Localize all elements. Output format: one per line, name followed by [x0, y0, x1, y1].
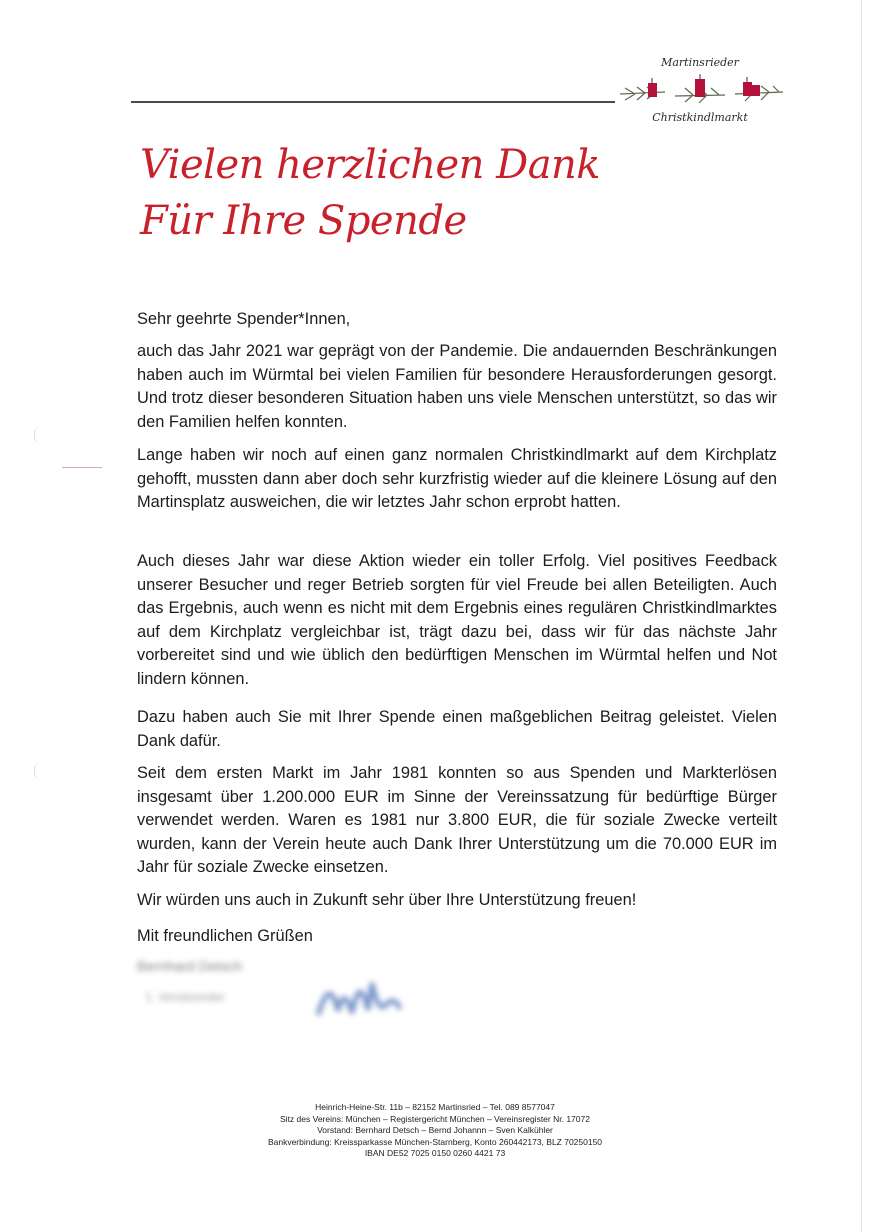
heading-line-1: Vielen herzlichen Dank	[140, 142, 601, 188]
logo-top-text: Martinsrieder	[661, 56, 739, 69]
signature-role-blurred: 1. Vorsitzender	[145, 990, 226, 1004]
punch-hole-mark	[34, 427, 41, 443]
greeting-line: Mit freundlichen Grüßen	[137, 927, 313, 945]
footer-address: Heinrich-Heine-Str. 11b – 82152 Martinsried – Tel. 089 8577047	[315, 1102, 555, 1112]
logo-bottom-text: Christkindlmarkt	[652, 111, 748, 124]
paragraph-4: Dazu haben auch Sie mit Ihrer Spende einen maßgeblichen Beitrag geleistet. Vielen Dank dafür.	[137, 708, 777, 750]
paragraph-2: Lange haben wir noch auf einen ganz normalen Christkindlmarkt auf dem Kirchplatz gehofft, mussten dann aber doch sehr kurzfristig wieder auf die kleinere Lösung auf den Martinsplatz ausweichen, die wir letztes Jahr schon erprobt hatten.	[137, 446, 777, 511]
closing-line: Wir würden uns auch in Zukunft sehr über Ihre Unterstützung freuen!	[137, 891, 637, 909]
footer-bank: Bankverbindung: Kreissparkasse München-Starnberg, Konto 260442173, BLZ 70250150	[267, 1136, 603, 1147]
paragraph-1: auch das Jahr 2021 war geprägt von der Pandemie. Die andauernden Beschränkungen haben auch im Würmtal bei vielen Familien für besondere Herausforderungen gesorgt. Und trotz dieser besonderen Situation haben uns viele Menschen unterstützt, so das wir den Familien helfen konnten.	[137, 342, 777, 431]
footer-board: Vorstand: Bernhard Detsch – Bernd Johannn – Sven Kalkühler	[317, 1125, 553, 1135]
paragraph-3: Auch dieses Jahr war diese Aktion wieder ein toller Erfolg. Viel positives Feedback unserer Besucher und reger Betrieb sorgten für viel Freude bei allen Beteiligten. Auch das Ergebnis, auch wenn es nicht mit dem Ergebnis eines regulären Christkindlmarktes auf dem Kirchplatz vergleichbar ist, trägt dazu bei, dass wir für das nächste Jahr vorbereitet sind und wie üblich den bedürftigen Menschen im Würmtal helfen und Not lindern können.	[137, 552, 777, 688]
footer-registry: Sitz des Vereins: München – Registergericht München – Vereinsregister Nr. 17072	[280, 1113, 590, 1124]
signature-scribble	[310, 965, 410, 1025]
salutation: Sehr geehrte Spender*Innen,	[137, 310, 351, 328]
letter-footer	[200, 1102, 670, 1160]
paragraph-5: Seit dem ersten Markt im Jahr 1981 konnten so aus Spenden und Markterlösen insgesamt über 1.200.000 EUR im Sinne der Vereinssatzung für bedürftige Bürger verwendet werden. Waren es 1981 nur 3.800 EUR, die für soziale Zwecke verteilt wurden, kann der Verein heute auch Dank Ihrer Unterstützung um die 70.000 EUR im Jahr für soziale Zwecke einsetzen.	[137, 764, 777, 876]
page-edge	[861, 0, 862, 1232]
candles-garland-icon	[615, 74, 785, 108]
punch-hole-mark	[34, 763, 41, 779]
footer-iban: IBAN DE52 7025 0150 0260 4421 73	[364, 1148, 506, 1158]
margin-fold-mark	[62, 467, 102, 468]
header-rule	[131, 101, 615, 103]
signature-name-blurred: Bernhard Detsch	[137, 958, 243, 974]
christkindlmarkt-logo	[610, 52, 790, 132]
heading-line-2: Für Ihre Spende	[140, 198, 467, 244]
